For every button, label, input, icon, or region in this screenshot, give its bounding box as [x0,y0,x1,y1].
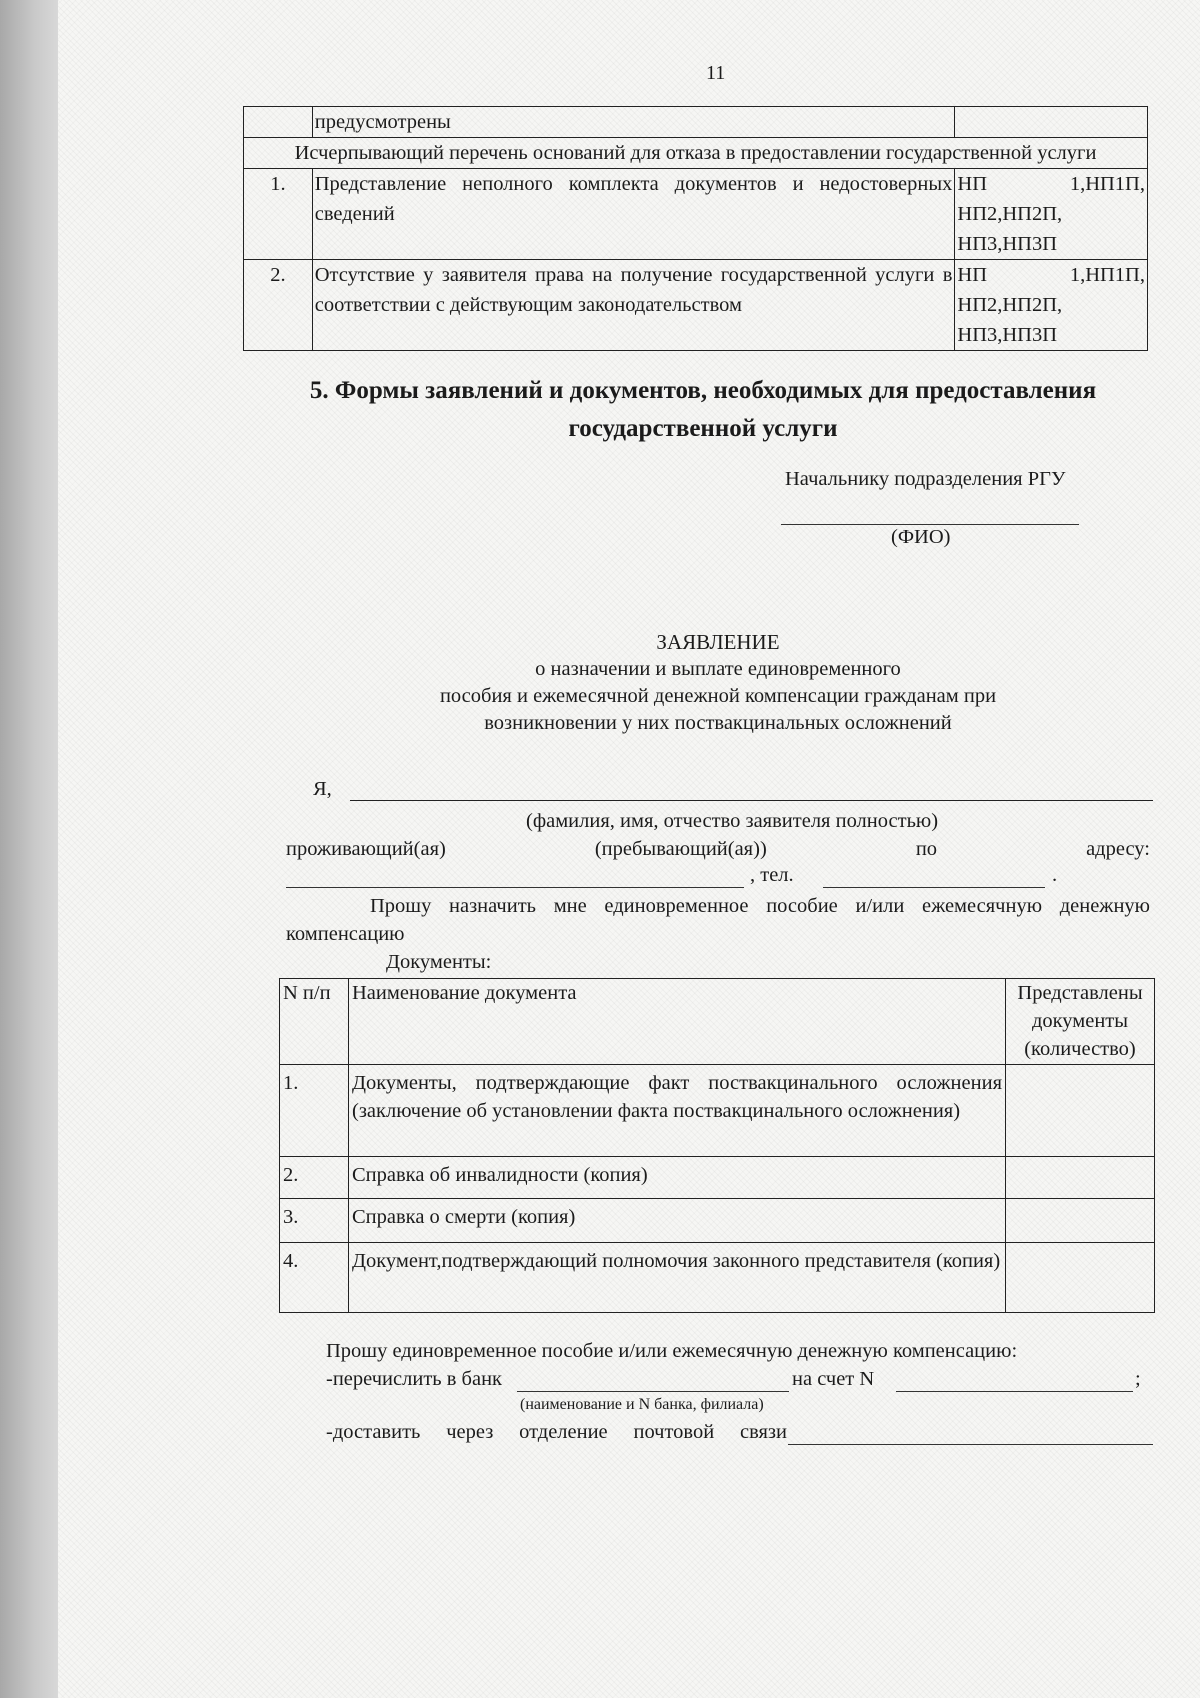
fio-label: (ФИО) [891,526,951,548]
request-paragraph: Прошу назначить мне единовременное пособие и/или ежемесячную денежную компенсацию [286,895,1150,945]
quantity-cell[interactable] [1006,1065,1155,1157]
table-row [280,1157,1155,1199]
document-name: Документы, подтверждающие факт поствакцинального осложнения (заключение об установлении факта поствакцинального осложнения) [349,1065,1006,1157]
post-word: отделение [519,1421,608,1443]
applicant-name-hint: (фамилия, имя, отчество заявителя полностью) [526,810,939,832]
tel-label: , тел. [750,864,794,886]
documents-table [279,978,1155,1313]
table-row [280,1243,1155,1313]
code-np1: 1,НП1П, [1069,264,1145,286]
document-name: Справка об инвалидности (копия) [349,1157,1006,1199]
row-number: 2. [280,1157,349,1199]
addressee-fio-line[interactable] [781,524,1079,525]
header-name: Наименование документа [349,979,1006,1065]
header-qty: Представлены документы (количество) [1006,979,1155,1065]
code-np: НП [957,264,987,286]
row-number: 4. [280,1243,349,1313]
application-header [358,629,1078,737]
bank-label: -перечислить в банк [326,1368,503,1390]
table-row [280,1065,1155,1157]
row-number: 1. [280,1065,349,1157]
row-codes [955,169,1148,260]
row-number: 2. [244,260,313,351]
phone-field[interactable] [823,887,1045,888]
living-word: по [915,838,938,860]
bank-hint: (наименование и N банка, филиала) [520,1396,764,1413]
row-number: 1. [244,169,313,260]
code-line: НП3,НП3П [957,233,1058,255]
continued-cell: предусмотрены [312,107,955,138]
table-row [280,1199,1155,1243]
application-subtitle-line: о назначении и выплате единовременного [535,658,901,680]
account-field[interactable] [896,1391,1133,1392]
bank-field[interactable] [517,1391,789,1392]
code-np1: 1,НП1П, [1069,173,1145,195]
application-title: ЗАЯВЛЕНИЕ [656,630,780,654]
document-name: Документ,подтверждающий полномочия законного представителя (копия) [349,1243,1006,1313]
page-number: 11 [706,62,726,84]
header-num: N п/п [280,979,349,1065]
table-row [244,260,1148,351]
post-word: через [446,1421,494,1443]
post-office-field[interactable] [788,1444,1153,1445]
row-codes [955,260,1148,351]
application-subtitle-line: пособия и ежемесячной денежной компенсации гражданам при [439,685,997,707]
addressee: Начальнику подразделения РГУ [785,468,1066,490]
refusal-grounds-table [243,106,1148,351]
quantity-cell[interactable] [1006,1157,1155,1199]
application-subtitle-line: возникновении у них поствакцинальных осложнений [484,712,952,734]
document-page [58,0,1200,1698]
row-text: Отсутствие у заявителя права на получение государственной услуги в соответствии с действующим законодательством [312,260,955,351]
table-header-row [280,979,1155,1065]
ya-label: Я, [313,778,332,800]
code-line: НП3,НП3П [957,324,1058,346]
post-delivery-label [326,1421,787,1444]
tel-end: . [1052,864,1058,886]
quantity-cell[interactable] [1006,1243,1155,1313]
post-word: почтовой [633,1421,715,1443]
row-text: Представление неполного комплекта документов и недостоверных сведений [312,169,955,260]
table-row [244,169,1148,260]
living-row [286,838,1150,861]
post-word: связи [739,1421,787,1443]
account-end: ; [1135,1368,1141,1390]
table-row [244,138,1148,169]
code-line: НП2,НП2П, [957,294,1063,316]
address-field[interactable] [286,887,744,888]
applicant-name-field[interactable] [350,800,1153,801]
living-word: адресу: [1086,838,1150,860]
living-word: проживающий(ая) [286,838,446,860]
code-line: НП2,НП2П, [957,203,1063,225]
post-word: -доставить [326,1421,421,1443]
section-title: 5. Формы заявлений и документов, необходимых для предоставления государственной услуги [309,377,1097,442]
code-np: НП [957,173,987,195]
scan-edge [0,0,58,1698]
section-header-cell: Исчерпывающий перечень оснований для отказа в предоставлении государственной услуги [244,138,1148,169]
living-word: (пребывающий(ая)) [594,838,767,860]
account-label: на счет N [792,1368,875,1390]
row-number: 3. [280,1199,349,1243]
table-row [244,107,1148,138]
payment-intro: Прошу единовременное пособие и/или ежемесячную денежную компенсацию: [326,1340,1018,1362]
quantity-cell[interactable] [1006,1199,1155,1243]
document-name: Справка о смерти (копия) [349,1199,1006,1243]
documents-label: Документы: [386,951,492,973]
